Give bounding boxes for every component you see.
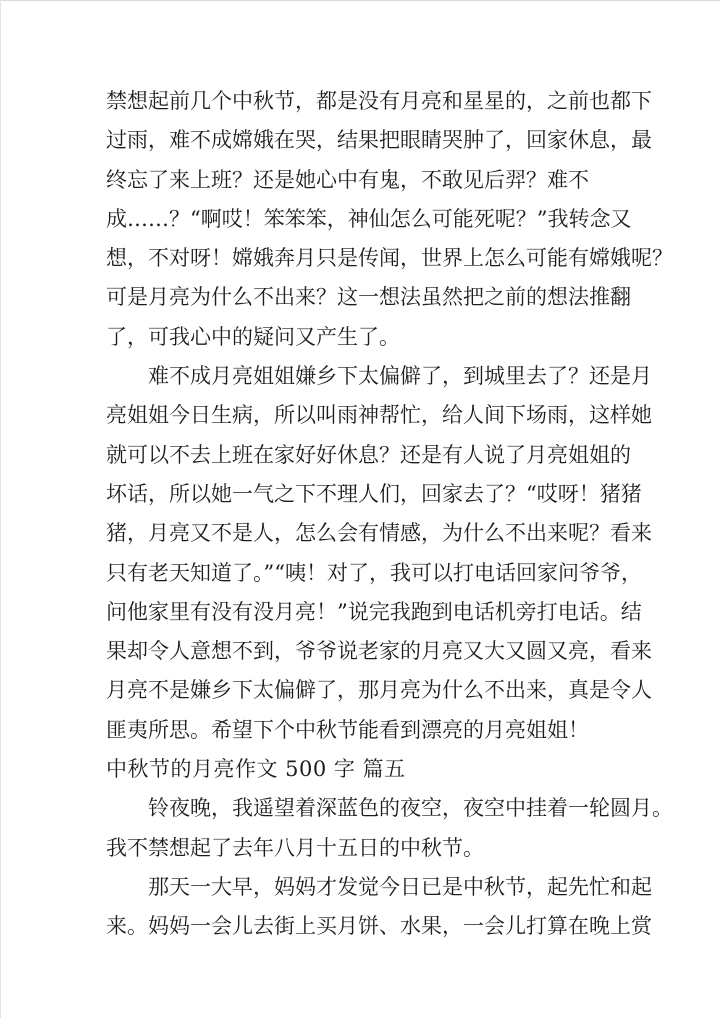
page-top-edge: [0, 0, 720, 1]
text-line: 坏话，所以她一气之下不理人们，回家去了？“哎呀！猪猪: [106, 481, 642, 506]
essay-text: [106, 82, 673, 947]
text-line: 成……？“啊哎！笨笨笨，神仙怎么可能死呢？”我转念又: [106, 206, 632, 231]
text-line: 匪夷所思。希望下个中秋节能看到漂亮的月亮姐姐！: [106, 717, 589, 742]
text-line: 只有老天知道了。”“咦！对了，我可以打电话回家问爷爷，: [106, 560, 642, 585]
text-line: 想，不对呀！嫦娥奔月只是传闻，世界上怎么可能有嫦娥呢？: [106, 246, 673, 271]
text-line: 禁想起前几个中秋节，都是没有月亮和星星的，之前也都下: [106, 89, 652, 113]
text-line: 问他家里有没有没月亮！”说完我跑到电话机旁打电话。结: [106, 599, 642, 624]
text-line: 我不禁想起了去年八月十五日的中秋节。: [106, 835, 484, 860]
text-line: 可是月亮为什么不出来？这一想法虽然把之前的想法推翻: [106, 285, 631, 310]
text-line: 过雨，难不成嫦娥在哭，结果把眼睛哭肿了，回家休息，最: [106, 128, 652, 153]
text-line: 猪，月亮又不是人，怎么会有情感，为什么不出来呢？看来: [106, 521, 652, 546]
text-line: 亮姐姐今日生病，所以叫雨神帮忙，给人间下场雨，这样她: [106, 403, 652, 428]
text-line: 终忘了来上班？还是她心中有鬼，不敢见后羿？难不: [106, 167, 589, 192]
text-line: 了，可我心中的疑问又产生了。: [106, 324, 400, 349]
text-line: 月亮不是嫌乡下太偏僻了，那月亮为什么不出来，真是令人: [106, 678, 652, 703]
page-left-edge: [0, 0, 1, 1018]
paragraph-first-line: 难不成月亮姐姐嫌乡下太偏僻了，到城里去了？还是月: [148, 364, 652, 389]
text-line: 果却令人意想不到，爷爷说老家的月亮又大又圆又亮，看来: [106, 639, 652, 664]
text-line: 来。妈妈一会儿去街上买月饼、水果，一会儿打算在晚上赏: [106, 914, 652, 939]
paragraph-first-line: 那天一大早，妈妈才发觉今日已是中秋节，起先忙和起: [148, 874, 652, 899]
section-heading: 中秋节的月亮作文 500 字 篇五: [106, 757, 406, 782]
text-line: 就可以不去上班在家好好休息？还是有人说了月亮姐姐的: [106, 442, 631, 467]
paragraph-first-line: 铃夜晚，我遥望着深蓝色的夜空，夜空中挂着一轮圆月。: [148, 796, 673, 821]
